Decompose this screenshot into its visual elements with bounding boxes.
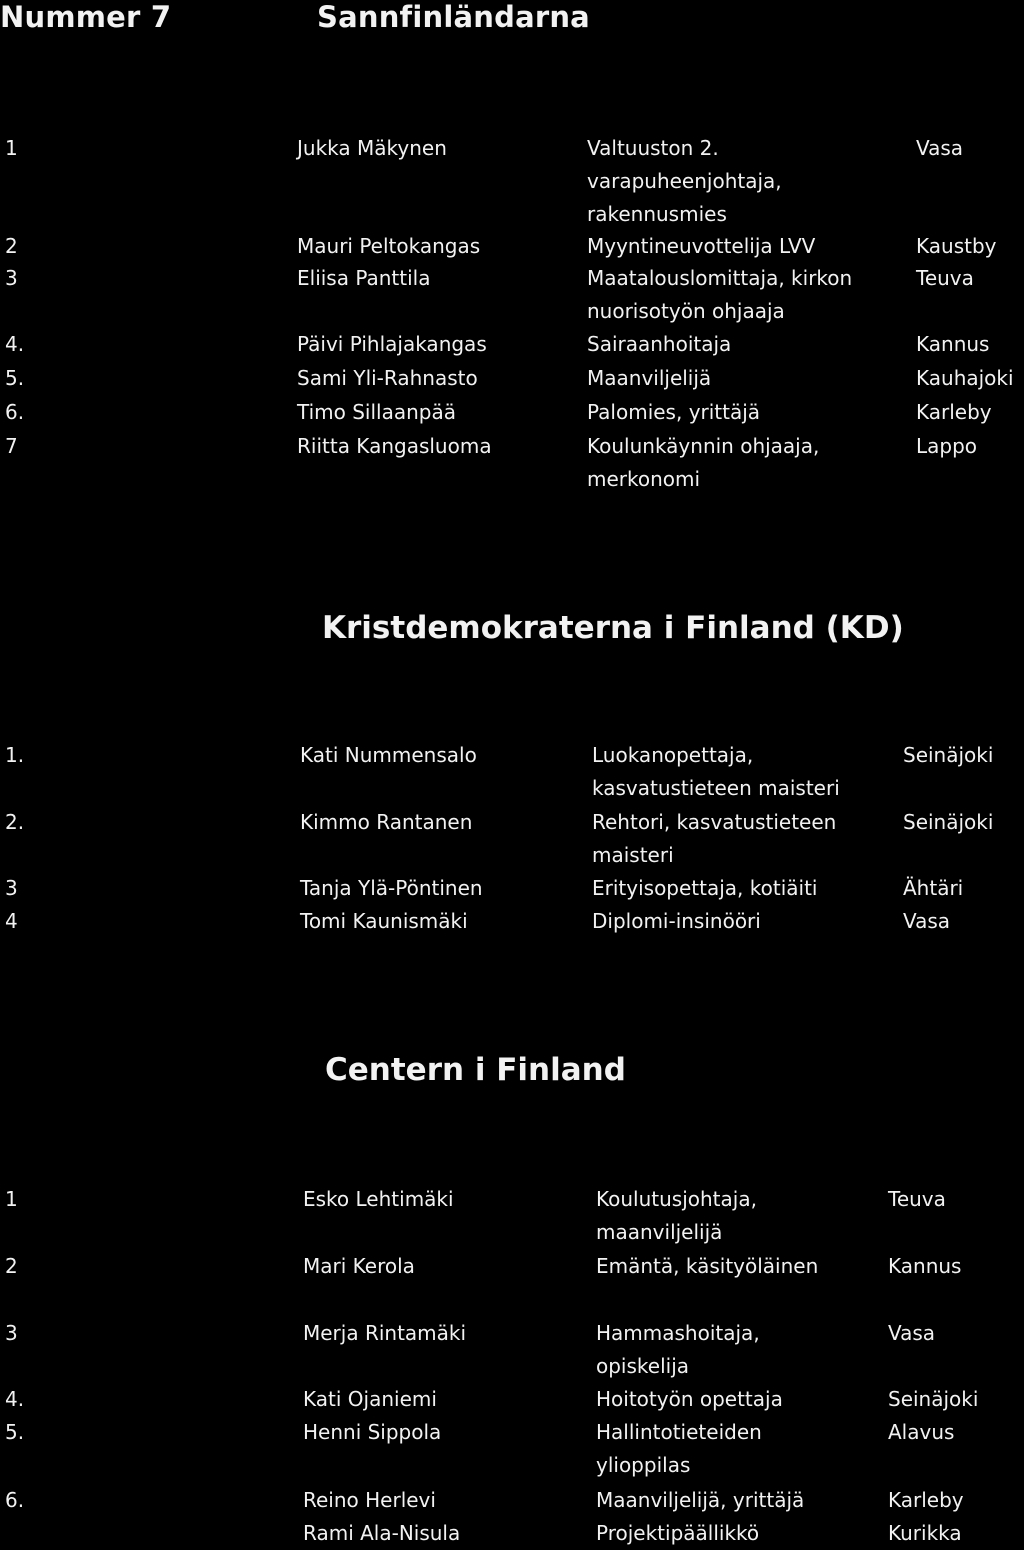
candidate-occupation xyxy=(592,872,818,905)
occupation-line: Rehtori, kasvatustieteen xyxy=(592,810,837,834)
occupation-line: Hallintotieteiden xyxy=(596,1420,762,1444)
candidate-name: Mari Kerola xyxy=(303,1254,415,1278)
candidate-number: 2 xyxy=(5,1254,18,1278)
occupation-line: Erityisopettaja, kotiäiti xyxy=(592,876,818,900)
candidate-occupation xyxy=(592,806,836,872)
occupation-line: Projektipäällikkö xyxy=(596,1521,760,1545)
occupation-line: Myyntineuvottelija LVV xyxy=(587,234,816,258)
candidate-number: 3 xyxy=(5,266,18,290)
occupation-line: Sairaanhoitaja xyxy=(587,332,732,356)
occupation-line: nuorisotyön ohjaaja xyxy=(587,299,785,323)
candidate-number: 6. xyxy=(5,1488,25,1512)
candidate-city: Alavus xyxy=(888,1420,955,1444)
candidate-name: Rami Ala-Nisula xyxy=(303,1521,461,1545)
candidate-city: Vasa xyxy=(903,909,951,933)
candidate-name: Kati Ojaniemi xyxy=(303,1387,437,1411)
list-number: Nummer 7 xyxy=(0,0,172,34)
candidate-name: Merja Rintamäki xyxy=(303,1321,467,1345)
occupation-line: rakennusmies xyxy=(587,202,727,226)
candidate-name: Päivi Pihlajakangas xyxy=(297,332,487,356)
occupation-line: Diplomi-insinööri xyxy=(592,909,761,933)
occupation-line: Hoitotyön opettaja xyxy=(596,1387,783,1411)
candidate-number: 4 xyxy=(5,909,18,933)
candidate-name: Esko Lehtimäki xyxy=(303,1187,454,1211)
candidate-number: 3 xyxy=(5,1321,18,1345)
candidate-occupation xyxy=(587,430,819,496)
candidate-occupation xyxy=(592,905,761,938)
candidate-occupation xyxy=(596,1484,804,1517)
candidate-occupation xyxy=(596,1383,783,1416)
candidate-city: Seinäjoki xyxy=(903,810,994,834)
candidate-city: Seinäjoki xyxy=(888,1387,979,1411)
candidate-number: 4. xyxy=(5,1387,25,1411)
candidate-city: Karleby xyxy=(888,1488,964,1512)
candidate-occupation xyxy=(596,1250,818,1283)
party-title-sannfinlandarna: Sannfinländarna xyxy=(317,0,590,34)
candidate-number: 1 xyxy=(5,1187,18,1211)
candidate-occupation xyxy=(587,396,760,429)
occupation-line: maisteri xyxy=(592,843,674,867)
candidate-city: Vasa xyxy=(916,136,964,160)
occupation-line: Maatalouslomittaja, kirkon xyxy=(587,266,853,290)
candidate-name: Timo Sillaanpää xyxy=(297,400,456,424)
occupation-line: Koulutusjohtaja, xyxy=(596,1187,757,1211)
candidate-number: 2 xyxy=(5,234,18,258)
occupation-line: Hammashoitaja, xyxy=(596,1321,760,1345)
candidate-occupation xyxy=(587,362,711,395)
candidate-occupation xyxy=(587,262,852,328)
candidate-name: Reino Herlevi xyxy=(303,1488,436,1512)
candidate-occupation xyxy=(596,1317,760,1383)
occupation-line: kasvatustieteen maisteri xyxy=(592,776,840,800)
candidate-city: Lappo xyxy=(916,434,978,458)
candidate-number: 3 xyxy=(5,876,18,900)
candidate-number: 6. xyxy=(5,400,25,424)
candidate-name: Sami Yli-Rahnasto xyxy=(297,366,478,390)
candidate-city: Kauhajoki xyxy=(916,366,1014,390)
candidate-city: Kannus xyxy=(916,332,990,356)
occupation-line: Maanviljelijä xyxy=(587,366,712,390)
candidate-occupation xyxy=(587,230,815,263)
candidate-number: 5. xyxy=(5,366,25,390)
occupation-line: merkonomi xyxy=(587,467,701,491)
candidate-occupation xyxy=(596,1517,759,1550)
candidate-name: Kimmo Rantanen xyxy=(300,810,473,834)
candidate-occupation xyxy=(596,1183,757,1249)
candidate-name: Eliisa Panttila xyxy=(297,266,431,290)
candidate-name: Riitta Kangasluoma xyxy=(297,434,492,458)
party-title-centern: Centern i Finland xyxy=(325,1052,626,1088)
candidate-number: 1. xyxy=(5,743,25,767)
candidate-name: Tanja Ylä-Pöntinen xyxy=(300,876,483,900)
candidate-name: Jukka Mäkynen xyxy=(297,136,447,160)
occupation-line: Koulunkäynnin ohjaaja, xyxy=(587,434,820,458)
candidate-occupation xyxy=(592,739,840,805)
candidate-city: Seinäjoki xyxy=(903,743,994,767)
occupation-line: Luokanopettaja, xyxy=(592,743,754,767)
candidate-city: Teuva xyxy=(888,1187,946,1211)
candidate-occupation xyxy=(587,132,782,231)
candidate-name: Mauri Peltokangas xyxy=(297,234,481,258)
candidate-number: 1 xyxy=(5,136,18,160)
candidate-city: Teuva xyxy=(916,266,974,290)
candidate-city: Kannus xyxy=(888,1254,962,1278)
occupation-line: opiskelija xyxy=(596,1354,690,1378)
candidate-name: Kati Nummensalo xyxy=(300,743,477,767)
occupation-line: varapuheenjohtaja, xyxy=(587,169,782,193)
occupation-line: Emäntä, käsityöläinen xyxy=(596,1254,819,1278)
candidate-occupation xyxy=(587,328,731,361)
candidate-number: 7 xyxy=(5,434,18,458)
candidate-name: Tomi Kaunismäki xyxy=(300,909,468,933)
candidate-name: Henni Sippola xyxy=(303,1420,442,1444)
candidate-city: Karleby xyxy=(916,400,992,424)
candidate-city: Ähtäri xyxy=(903,876,964,900)
candidate-number: 5. xyxy=(5,1420,25,1444)
candidate-number: 4. xyxy=(5,332,25,356)
party-title-kd: Kristdemokraterna i Finland (KD) xyxy=(322,610,904,646)
candidate-city: Vasa xyxy=(888,1321,936,1345)
candidate-city: Kurikka xyxy=(888,1521,962,1545)
occupation-line: Maanviljelijä, yrittäjä xyxy=(596,1488,805,1512)
occupation-line: Valtuuston 2. xyxy=(587,136,719,160)
candidate-city: Kaustby xyxy=(916,234,997,258)
occupation-line: maanviljelijä xyxy=(596,1220,723,1244)
occupation-line: ylioppilas xyxy=(596,1453,691,1477)
candidate-number: 2. xyxy=(5,810,25,834)
candidate-occupation xyxy=(596,1416,762,1482)
occupation-line: Palomies, yrittäjä xyxy=(587,400,761,424)
